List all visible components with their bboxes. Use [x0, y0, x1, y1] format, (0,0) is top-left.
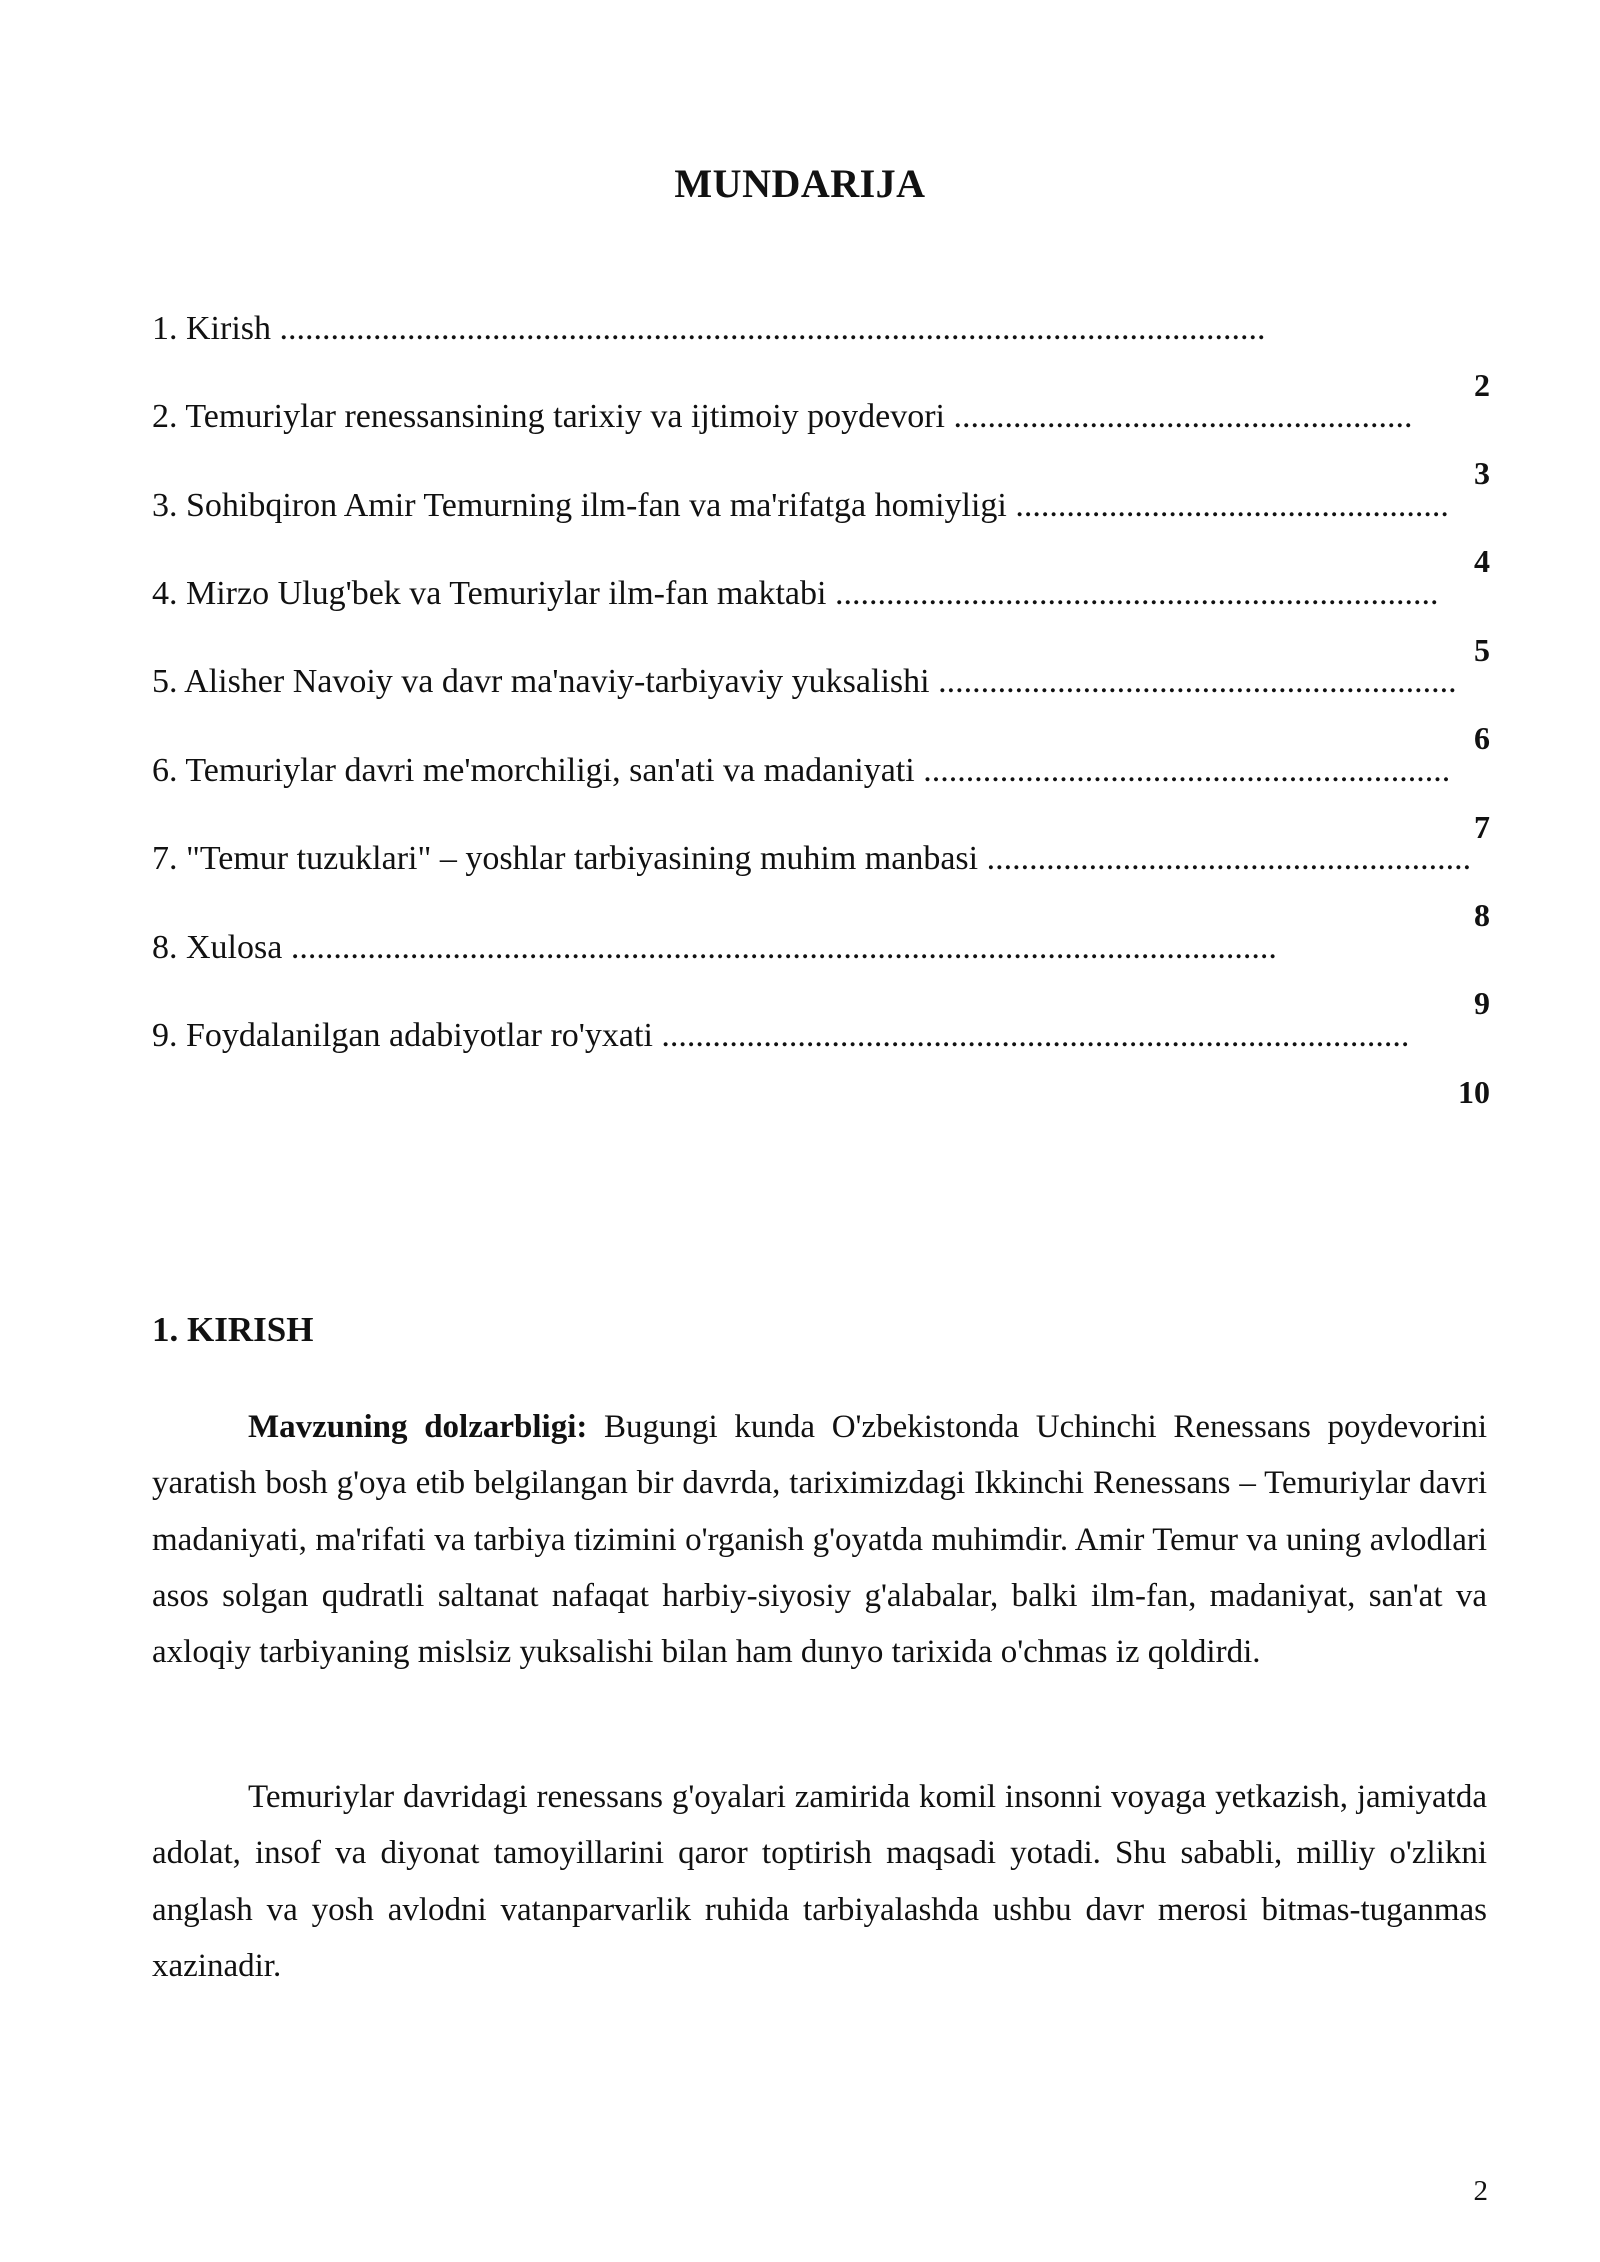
toc-page-number: 2: [1474, 367, 1490, 403]
intro-paragraph-2: [152, 1769, 1487, 1994]
toc-leader-dots: .......................................................................: [834, 575, 1439, 612]
toc-entry-1[interactable]: [152, 310, 1482, 348]
toc-page-number: 7: [1474, 809, 1490, 845]
toc-entry-8[interactable]: [152, 929, 1478, 967]
toc-entry-7[interactable]: [152, 840, 1542, 878]
paragraph-lead: Mavzuning dolzarbligi:: [248, 1409, 588, 1445]
toc-page-number: 3: [1474, 455, 1490, 491]
intro-paragraph-1: [152, 1399, 1487, 1680]
toc-leader-dots: ....................................................................................................................: [279, 310, 1266, 347]
toc-leader-dots: ......................................................: [953, 398, 1413, 435]
toc-entry-label: 6. Temuriylar davri me'morchiligi, san'ati va madaniyati: [152, 752, 924, 789]
toc-leader-dots: ...................................................: [1015, 487, 1449, 524]
toc-page-number: 4: [1474, 543, 1490, 579]
toc-entry-label: 1. Kirish: [152, 310, 280, 347]
toc-page-number: 6: [1474, 720, 1490, 756]
toc-leader-dots: ....................................................................................................................: [290, 929, 1277, 966]
paragraph-text: Bugungi kunda O'zbekistonda Uchinchi Renessans poydevorini yaratish bosh g'oya etib belgilangan bir davrda, tariximizdagi Ikkinchi Renessans – Temuriylar davri madaniyati, ma'rifati va tarbiya tizimini o'rganish g'oyatda muhimdir. Amir Temur va uning avlodlari asos solgan qudratli saltanat nafaqat harbiy-siyosiy g'alabalar, balki ilm-fan, madaniyat, san'at va axloqiy tarbiyaning mislsiz yuksalishi bilan ham dunyo tarixida o'chmas iz qoldirdi.: [152, 1409, 1488, 1671]
toc-entry-9[interactable]: [152, 1017, 1482, 1055]
toc-entry-4[interactable]: [152, 575, 1510, 613]
toc-leader-dots: .........................................................: [986, 840, 1472, 877]
toc-entry-label: 7. "Temur tuzuklari" – yoshlar tarbiyasining muhim manbasi: [152, 840, 987, 877]
toc-page-number: 8: [1474, 897, 1490, 933]
toc-page-number: 9: [1474, 985, 1490, 1021]
toc-page-number: 5: [1474, 632, 1490, 668]
toc-entry-5[interactable]: [152, 663, 1528, 701]
toc-leader-dots: ........................................................................................: [661, 1017, 1410, 1054]
toc-leader-dots: .............................................................: [938, 663, 1457, 700]
toc-page-number: 10: [1458, 1074, 1490, 1110]
page-number: 2: [1473, 2175, 1488, 2207]
toc-entry-label: 9. Foydalanilgan adabiyotlar ro'yxati: [152, 1017, 662, 1054]
section-heading-kirish: 1. KIRISH: [152, 1310, 314, 1349]
paragraph-text: Temuriylar davridagi renessans g'oyalari zamirida komil insonni voyaga yetkazish, jamiyatda adolat, insof va diyonat tamoyillarini qaror toptirish maqsadi yotadi. Shu sababli, milliy o'zlikni anglash va yosh avlodni vatanparvarlik ruhida tarbiyalashda ushbu davr merosi bitmas-tuganmas xazinadir.: [152, 1779, 1487, 1984]
toc-entry-label: 2. Temuriylar renessansining tarixiy va ijtimoiy poydevori: [152, 398, 954, 435]
toc-leader-dots: ..............................................................: [923, 752, 1451, 789]
toc-entry-6[interactable]: [152, 752, 1522, 790]
toc-entry-2[interactable]: [152, 398, 1504, 436]
toc-entry-label: 4. Mirzo Ulug'bek va Temuriylar ilm-fan maktabi: [152, 575, 835, 612]
toc-title: MUNDARIJA: [674, 161, 926, 206]
toc-entry-3[interactable]: [152, 487, 1530, 525]
toc-entry-label: 5. Alisher Navoiy va davr ma'naviy-tarbiyaviy yuksalishi: [152, 663, 939, 700]
toc-entry-label: 8. Xulosa: [152, 929, 291, 966]
toc-entry-label: 3. Sohibqiron Amir Temurning ilm-fan va ma'rifatga homiyligi: [152, 487, 1016, 524]
